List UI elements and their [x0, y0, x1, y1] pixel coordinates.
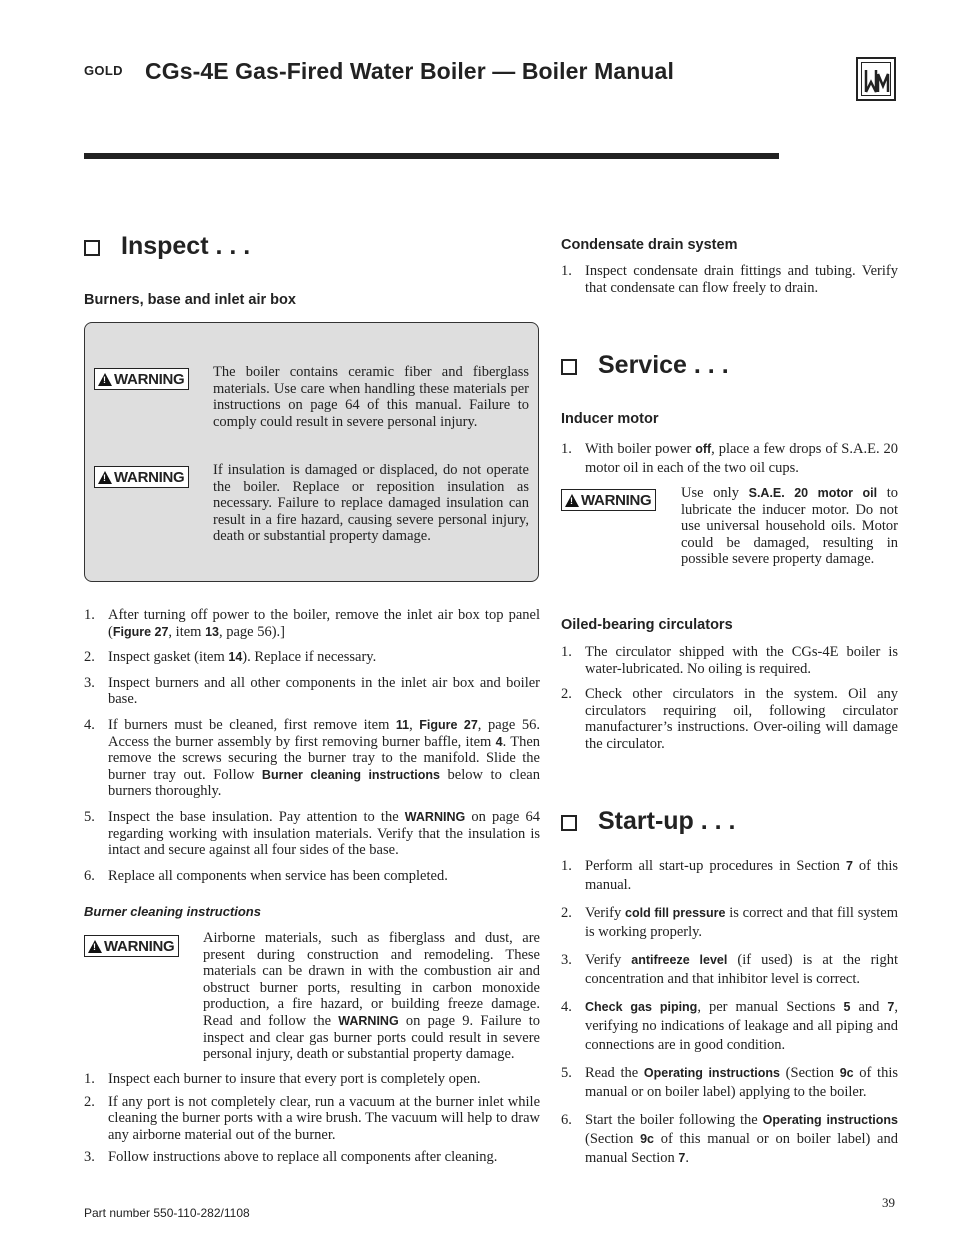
bold-term: 5 [843, 1000, 851, 1014]
checkbox-icon [561, 815, 577, 831]
condensate-steps-list [561, 263, 898, 296]
warning-label-2: ! WARNING [94, 466, 189, 488]
list-item [84, 675, 540, 708]
warning-text-2: If insulation is damaged or displaced, do not operate the boiler. Replace or reposition insulation as necessary. Failure to replace damaged insulation can result in a fire hazard, causing severe personal injury, death or substantial property damage. [213, 462, 529, 545]
bold-term: 7 [678, 1151, 686, 1165]
checkbox-icon [561, 359, 577, 375]
list-item-text: Verify antifreeze level (if used) is at the right concentration and that inhibitor level is correct. [585, 952, 898, 987]
bold-term: 7 [845, 859, 853, 873]
list-item-text: Follow instructions above to replace all components after cleaning. [108, 1149, 498, 1166]
list-item-text: Verify cold fill pressure is correct and that fill system is working properly. [585, 905, 898, 940]
page-number: 39 [882, 1195, 895, 1210]
list-item-text: Inspect each burner to insure that every port is completely open. [108, 1071, 481, 1087]
list-item-number: 4. [84, 716, 95, 733]
list-item-text: Inspect condensate drain fittings and tubing. Verify that condensate can flow freely to drain. [585, 263, 898, 296]
list-item-number: 1. [561, 644, 572, 660]
list-item-text: Start the boiler following the Operating instructions (Section 9c of this manual or on boiler label) and manual Section 7. [585, 1112, 898, 1166]
list-item-number: 4. [561, 999, 572, 1015]
startup-heading: Start-up . . . [561, 807, 736, 836]
list-item [84, 1094, 540, 1144]
list-item [561, 857, 898, 895]
list-item-number: 2. [561, 686, 572, 703]
list-item [84, 868, 540, 885]
inducer-warning-text: Use only S.A.E. 20 motor oil to lubricate the inducer motor. Do not use universal household oils. Motor could be damaged, resulting in possible severe property damage. [681, 485, 898, 568]
cleaning-warning-text: Airborne materials, such as fiberglass and dust, are present during construction and remodeling. These materials can be drawn in with the combustion air and obstruct burner ports, resulting in carbon monoxide production, a fire hazard, or building freeze damage. Read and follow the WARNING on page 9. Failure to inspect and clear gas burner ports could result in severe personal injury, death or substantial property damage. [203, 930, 540, 1063]
bold-term: S.A.E. 20 motor oil [748, 486, 878, 500]
inducer-warning-label: ! WARNING [561, 489, 656, 511]
warning-text-1: The boiler contains ceramic fiber and fiberglass materials. Use care when handling these materials per instructions on page 64 of this manual. Failure to comply could result in severe personal injury. [213, 364, 529, 430]
bold-term: Operating instructions [643, 1066, 780, 1080]
part-number: Part number 550-110-282/1108 [84, 1206, 250, 1220]
list-item [84, 649, 540, 666]
list-item-text: Perform all start-up procedures in Section 7 of this manual. [585, 858, 899, 893]
list-item [561, 951, 898, 989]
bold-term: antifreeze level [631, 953, 728, 967]
cleaning-steps-list [84, 1071, 540, 1166]
list-item-text: If any port is not completely clear, run a vacuum at the burner inlet while cleaning the burner ports with a wire brush. The vacuum will help to draw any airborne material out of the burner. [108, 1093, 540, 1143]
weil-mclain-logo [856, 57, 896, 101]
oiled-subheading: Oiled-bearing circulators [561, 617, 733, 633]
warning-triangle-icon [565, 494, 579, 507]
bold-term: 4 [495, 734, 503, 749]
list-item-text: The circulator shipped with the CGs-4E boiler is water-lubricated. No oiling is required. [585, 644, 898, 677]
list-item-number: 1. [84, 1071, 95, 1087]
warning-triangle-icon [98, 373, 112, 386]
oiled-steps-list [561, 644, 898, 753]
list-item-number: 5. [561, 1065, 572, 1081]
list-item-text: After turning off power to the boiler, remove the inlet air box top panel (Figure 27, item 13, page 56).] [108, 607, 540, 640]
list-item-number: 2. [84, 1093, 95, 1110]
list-item-number: 6. [84, 867, 95, 884]
list-item-text: Inspect burners and all other components in the inlet air box and boiler base. [108, 674, 540, 708]
list-item [561, 644, 898, 677]
list-item [84, 607, 540, 640]
bold-term: Operating instructions [762, 1113, 898, 1127]
cleaning-warning-label: ! WARNING [84, 935, 179, 957]
bold-term: 14 [228, 650, 243, 665]
list-item-number: 3. [84, 674, 95, 691]
list-item-number: 5. [84, 808, 95, 825]
list-item [561, 1111, 898, 1168]
list-item-number: 1. [561, 263, 572, 279]
bold-term: off [695, 442, 712, 456]
list-item-number: 3. [561, 952, 572, 968]
list-item-number: 2. [84, 649, 95, 666]
list-item [84, 1149, 540, 1166]
list-item-text: Check gas piping, per manual Sections 5 and 7, verifying no indications of leakage and all piping and connections are in good condition. [585, 999, 898, 1053]
inspect-heading: Inspect . . . [84, 232, 250, 261]
startup-steps-list [561, 857, 898, 1168]
bold-term: 13 [205, 624, 219, 639]
bold-term: 11 [395, 717, 410, 732]
bold-term: 9c [640, 1132, 654, 1146]
bold-term: Figure 27 [419, 717, 478, 732]
bold-term: 9c [839, 1066, 854, 1080]
list-item-number: 6. [561, 1112, 572, 1128]
list-item [561, 263, 898, 296]
condensate-subheading: Condensate drain system [561, 237, 738, 253]
warning-label-1: ! WARNING [94, 368, 189, 390]
list-item [84, 1071, 540, 1088]
header-rule [84, 153, 779, 159]
cleaning-subheading: Burner cleaning instructions [84, 904, 261, 919]
inducer-subheading: Inducer motor [561, 411, 659, 427]
checkbox-icon [84, 240, 100, 256]
list-item-number: 1. [561, 858, 572, 874]
list-item [84, 809, 540, 859]
bold-term: cold fill pressure [625, 906, 726, 920]
bold-term: WARNING [404, 809, 466, 824]
bold-term: Figure 27 [112, 624, 169, 639]
bold-term: Check gas piping [585, 1000, 698, 1014]
list-item [84, 717, 540, 800]
list-item-text: Replace all components when service has been completed. [108, 867, 448, 884]
service-heading: Service . . . [561, 351, 729, 380]
list-item-text: Check other circulators in the system. Oil any circulators requiring oil, following circulator manufacturer’s instructions. Over-oiling will damage the circulator. [585, 686, 898, 752]
list-item [561, 686, 898, 752]
list-item [561, 904, 898, 942]
bold-term: WARNING [338, 1013, 399, 1028]
warning-triangle-icon [98, 471, 112, 484]
list-item-text: If burners must be cleaned, first remove item 11, Figure 27, page 56. Access the burner assembly by first removing burner baffle, item 4. Then remove the screws securing the burner tray to the manifold. Slide the burner tray out. Follow Burner cleaning instructions below to clean burners thoroughly. [108, 716, 540, 800]
list-item-number: 2. [561, 905, 572, 921]
warning-triangle-icon [88, 940, 102, 953]
list-item [561, 998, 898, 1055]
list-item-text: Inspect the base insulation. Pay attention to the WARNING on page 64 regarding working with insulation materials. Verify that the insulation is intact and secure against all four sides of the base. [108, 808, 540, 859]
inspect-steps-list [84, 607, 540, 884]
list-item-text: Read the Operating instructions (Section 9c of this manual or on boiler label) applying to the boiler. [585, 1065, 899, 1100]
burners-subheading: Burners, base and inlet air box [84, 292, 296, 308]
bold-term: 7 [887, 1000, 895, 1014]
list-item [561, 440, 898, 478]
brand-gold-label: GOLD [84, 63, 123, 78]
list-item-number: 1. [84, 607, 95, 623]
list-item-text: Inspect gasket (item 14). Replace if necessary. [108, 649, 377, 666]
bold-term: Burner cleaning instructions [261, 767, 440, 782]
manual-title: CGs-4E Gas-Fired Water Boiler — Boiler Manual [145, 58, 674, 84]
list-item-text: With boiler power off, place a few drops of S.A.E. 20 motor oil in each of the two oil cups. [585, 441, 898, 476]
list-item [561, 1064, 898, 1102]
list-item-number: 3. [84, 1149, 95, 1166]
list-item-number: 1. [561, 441, 572, 457]
inducer-steps-list [561, 440, 898, 478]
